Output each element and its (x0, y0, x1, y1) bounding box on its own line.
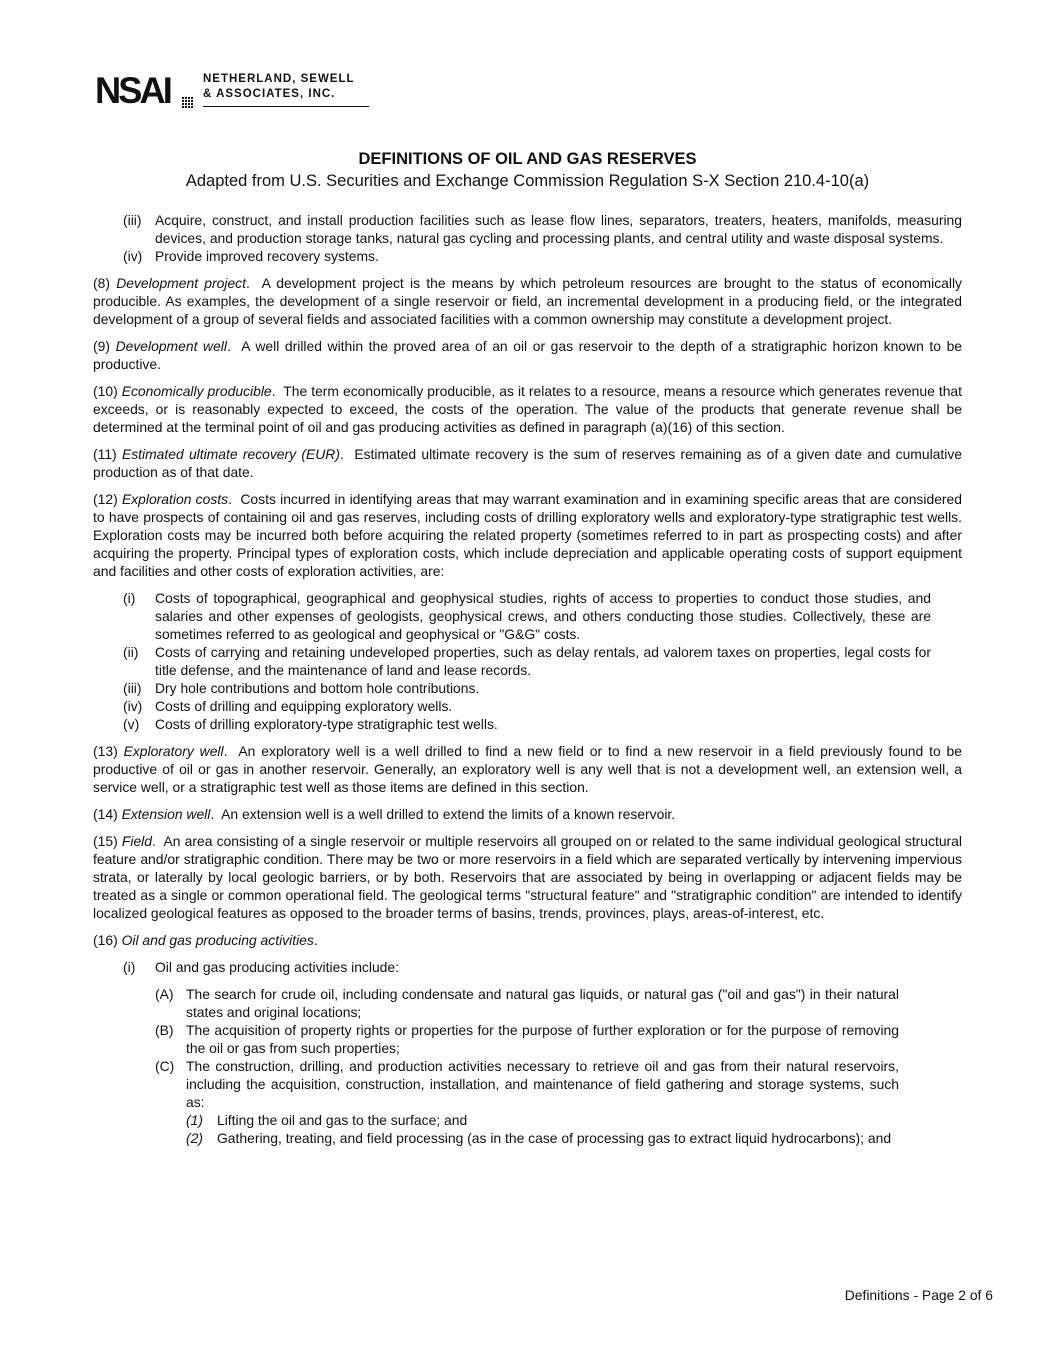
definition-eur: (11) Estimated ultimate recovery (EUR). Estimated ultimate recovery is the sum of reserves remaining as of a given date and cumulative production as of that date. (93, 446, 963, 480)
list-item: (i) Costs of topographical, geographical and geophysical studies, rights of access to properties to conduct those studies, and salaries and other expenses of geologists, geophysical crews, and others conducting those studies. Collectively, these are sometimes referred to as geological and geophysical or "G&G" costs. (123, 590, 931, 642)
definition-exploratory-well: (13) Exploratory well. An exploratory well is a well drilled to find a new field or to find a new reservoir in a field previously found to be productive of oil or gas in another reservoir. Generally, an exploratory well is any well that is not a development well, an extension well, a service well, or a stratigraphic test well as those items are defined in this section. (93, 743, 962, 795)
company-name-line1: NETHERLAND, SEWELL (203, 73, 355, 85)
page-footer: Definitions - Page 2 of 6 (844, 1287, 993, 1303)
list-item: (v) Costs of drilling exploratory-type stratigraphic test wells. (123, 716, 498, 732)
list-item: (ii) Costs of carrying and retaining undeveloped properties, such as delay rentals, ad valorem taxes on properties, legal costs for title defense, and the maintenance of land and lease records. (123, 644, 931, 678)
list-item: (iii) Dry hole contributions and bottom hole contributions. (123, 680, 480, 696)
definition-field: (15) Field. An area consisting of a single reservoir or multiple reservoirs all grouped on or related to the same individual geological structural feature and/or stratigraphic condition. There may be two or more reservoirs in a field which are separated vertically by intervening impervious strata, or laterally by local geologic barriers, or by both. Reservoirs that are associated by being in overlapping or adjacent fields may be treated as a single or common operational field. The geological terms "structural feature" and "stratigraphic condition" are intended to identify localized geological features as opposed to the broader terms of basins, trends, provinces, plays, areas-of-interest, etc. (93, 833, 962, 921)
exploration-costs-list (93, 589, 931, 733)
list-item: (iv) Provide improved recovery systems. (123, 248, 379, 264)
list-item: (A) The search for crude oil, including condensate and natural gas liquids, or natural gas ("oil and gas") in their natural states and original locations; (155, 986, 899, 1020)
company-name-line2: & ASSOCIATES, INC. (203, 88, 336, 100)
definition-exploration-costs: (12) Exploration costs. Costs incurred in identifying areas that may warrant examination and in examining specific areas that are considered to have prospects of containing oil and gas reserves, including costs of drilling exploratory wells and exploratory-type stratigraphic test wells. Exploration costs may be incurred both before acquiring the related property (sometimes referred to in part as prospecting costs) and after acquiring the property. Principal types of exploration costs, which include depreciation and applicable operating costs of support equipment and facilities and other costs of exploration activities, are: (93, 491, 962, 579)
definition-development-well: (9) Development well. A well drilled within the proved area of an oil or gas reservoir to the depth of a stratigraphic horizon known to be productive. (93, 338, 963, 372)
list-item: (C) The construction, drilling, and production activities necessary to retrieve oil and gas from their natural reservoirs, including the acquisition, construction, installation, and maintenance of field gathering and storage systems, such as: (155, 1058, 899, 1110)
continued-list (93, 211, 962, 265)
list-item: (iii) Acquire, construct, and install production facilities such as lease flow lines, separators, treaters, heaters, manifolds, measuring devices, and production storage tanks, natural gas cycling and processing plants, and central utility and waste disposal systems. (123, 212, 962, 246)
company-logo (95, 72, 375, 112)
company-name (203, 72, 355, 102)
logo-mark: NSAI (95, 70, 170, 111)
document-body (93, 211, 962, 1147)
definition-oil-gas-activities: (16) Oil and gas producing activities. (93, 932, 318, 948)
definition-economically-producible: (10) Economically producible. The term economically producible, as it relates to a resource, means a resource which generates revenue that exceeds, or is reasonably expected to exceed, the costs of the operation. The value of the products that generate revenue shall be determined at the terminal point of oil and gas producing activities as defined in paragraph (a)(16) of this section. (93, 383, 962, 435)
document-title: DEFINITIONS OF OIL AND GAS RESERVES (358, 150, 697, 168)
list-item: (1) Lifting the oil and gas to the surface; and (186, 1112, 468, 1128)
activities-sublist (93, 985, 899, 1111)
definition-development-project: (8) Development project. A development project is the means by which petroleum resources are brought to the status of economically producible. As examples, the development of a single reservoir or field, an incremental development in a producing field, or the integrated development of a group of several fields and associated facilities with a common ownership may constitute a development project. (93, 275, 962, 327)
list-item: (2) Gathering, treating, and field processing (as in the case of processing gas to extract liquid hydrocarbons); and (186, 1130, 892, 1146)
list-item: (iv) Costs of drilling and equipping exploratory wells. (123, 698, 453, 714)
activities-subsublist (93, 1111, 899, 1147)
list-item: (i) Oil and gas producing activities include: (123, 959, 399, 975)
logo-grid-icon (181, 96, 193, 108)
list-item: (B) The acquisition of property rights or properties for the purpose of further exploration or for the purpose of removing the oil or gas from such properties; (155, 1022, 899, 1056)
definition-extension-well: (14) Extension well. An extension well is a well drilled to extend the limits of a known reservoir. (93, 806, 676, 822)
oil-gas-activities-list (93, 958, 962, 976)
document-subtitle: Adapted from U.S. Securities and Exchange Commission Regulation S-X Section 210.4-10(a) (185, 172, 870, 190)
logo-underline (203, 106, 369, 107)
